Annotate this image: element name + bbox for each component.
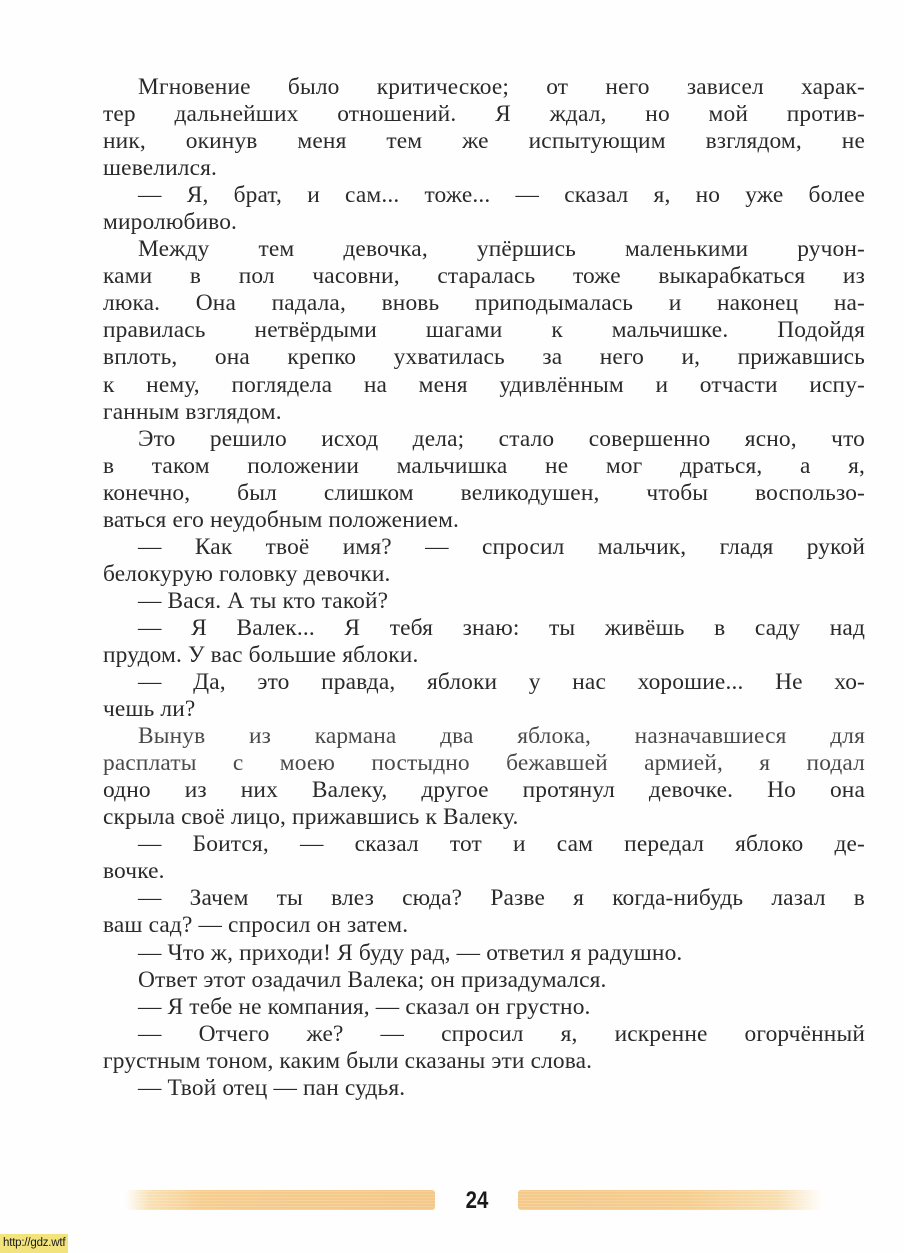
watermark-link[interactable]: http://gdz.wtf — [0, 1234, 68, 1253]
paragraph — [103, 723, 865, 831]
text-line: — Что ж, приходи! Я буду рад, — ответил я радушно. — [138, 939, 683, 966]
text-line: расплаты с моею постыдно бежавшей армией, я подал — [103, 750, 865, 777]
page-number: 24 — [465, 1187, 489, 1214]
text-line: — Я, брат, и сам... тоже... — сказал я, но уже более — [138, 182, 865, 209]
text-line: к нему, поглядела на меня удивлённым и отчасти испу- — [103, 371, 865, 398]
paragraph — [103, 940, 865, 967]
paragraph — [103, 615, 865, 669]
text-line: ганным взглядом. — [103, 398, 282, 425]
paragraph — [103, 588, 865, 615]
text-line: — Я Валек... Я тебя знаю: ты живёшь в саду над — [138, 614, 865, 641]
paragraph — [103, 669, 865, 723]
text-line: Вынув из кармана два яблока, назначавшиеся для — [138, 723, 865, 750]
paragraph — [103, 534, 865, 588]
text-line: люка. Она падала, вновь приподымалась и наконец на- — [103, 290, 865, 317]
text-line: конечно, был слишком великодушен, чтобы воспользо- — [103, 479, 865, 506]
text-line: Ответ этот озадачил Валека; он призадумался. — [138, 966, 607, 993]
text-line: — Твой отец — пан судья. — [138, 1074, 406, 1101]
text-line: — Как твоё имя? — спросил мальчик, гладя рукой — [138, 533, 865, 560]
text-line: — Да, это правда, яблоки у нас хорошие... Не хо- — [138, 669, 865, 696]
text-line: — Я тебе не компания, — сказал он грустно. — [138, 993, 591, 1020]
paragraph — [103, 426, 865, 534]
paragraph — [103, 1021, 865, 1075]
text-line: ваться его неудобным положением. — [103, 506, 460, 533]
text-line: белокурую головку девочки. — [103, 560, 391, 587]
text-line: вплоть, она крепко ухватилась за него и, прижавшись — [103, 344, 865, 371]
text-line: вочке. — [103, 858, 165, 885]
text-line: прудом. У вас большие яблоки. — [103, 641, 419, 668]
text-line: ник, окинув меня тем же испытующим взглядом, не — [103, 128, 865, 155]
text-line: одно из них Валеку, другое протянул девочке. Но она — [103, 777, 865, 804]
text-line: ваш сад? — спросил он затем. — [103, 912, 409, 939]
text-line: ками в пол часовни, старалась тоже выкарабкаться из — [103, 263, 865, 290]
paragraph — [103, 994, 865, 1021]
paragraph — [103, 236, 865, 425]
text-line: чешь ли? — [103, 696, 196, 723]
paragraph — [103, 831, 865, 885]
text-line: — Вася. А ты кто такой? — [138, 587, 389, 614]
paragraph — [103, 74, 865, 182]
text-line: в таком положении мальчишка не мог драться, а я, — [103, 452, 865, 479]
paragraph — [103, 885, 865, 939]
text-line: Это решило исход дела; стало совершенно ясно, что — [138, 425, 865, 452]
text-line: — Зачем ты влез сюда? Разве я когда-нибудь лазал в — [138, 885, 865, 912]
story-text — [103, 74, 865, 1102]
text-line: Мгновение было критическое; от него зависел харак- — [138, 74, 865, 100]
text-line: скрыла своё лицо, прижавшись к Валеку. — [103, 804, 519, 831]
text-line: миролюбиво. — [103, 209, 238, 236]
text-line: — Боится, — сказал тот и сам передал яблоко де- — [138, 831, 865, 858]
text-line: правилась нетвёрдыми шагами к мальчишке. Подойдя — [103, 317, 865, 344]
text-line: грустным тоном, каким были сказаны эти слова. — [103, 1047, 593, 1074]
decorative-brush-stroke-right — [518, 1190, 823, 1210]
paragraph — [103, 182, 865, 236]
text-line: — Отчего же? — спросил я, искренне огорчённый — [138, 1020, 865, 1047]
text-line: шевелился. — [103, 155, 218, 182]
decorative-brush-stroke-left — [125, 1190, 435, 1210]
page-footer — [0, 1183, 904, 1219]
text-line: тер дальнейших отношений. Я ждал, но мой против- — [103, 101, 865, 128]
text-line: Между тем девочка, упёршись маленькими ручон- — [138, 236, 865, 263]
paragraph — [103, 1075, 865, 1102]
paragraph — [103, 967, 865, 994]
